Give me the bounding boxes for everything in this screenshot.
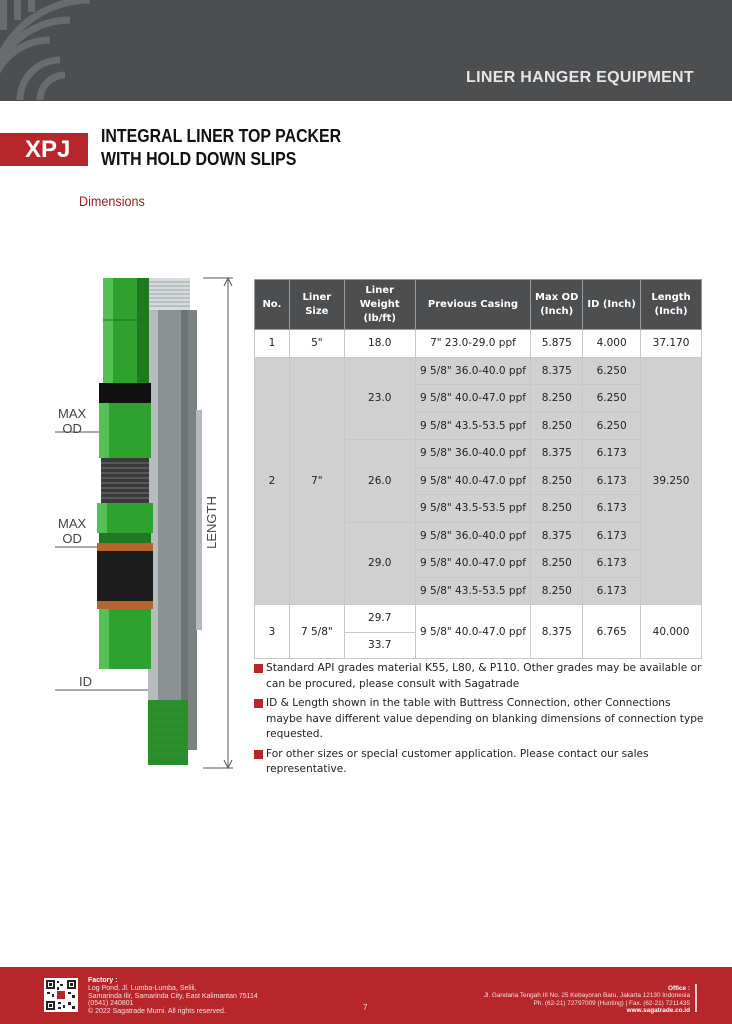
qr-code-icon <box>44 978 78 1012</box>
page-title <box>101 124 341 170</box>
cell-casing: 9 5/8" 40.0-47.0 ppf <box>415 385 531 413</box>
cell-id: 6.250 <box>583 385 641 413</box>
bullet-square-icon <box>254 750 263 759</box>
product-code-badge: XPJ <box>0 133 88 166</box>
cell-od: 8.375 <box>531 440 583 468</box>
id-label: ID <box>79 674 92 689</box>
cell-weight: 33.7 <box>344 632 415 659</box>
bullet-square-icon <box>254 699 263 708</box>
cell-casing: 9 5/8" 36.0-40.0 ppf <box>415 357 531 385</box>
factory-address <box>88 977 258 1016</box>
office-label: Office : <box>667 985 690 992</box>
cell-id: 6.250 <box>583 412 641 440</box>
header-length: Length (Inch) <box>641 280 702 330</box>
title-line-1: INTEGRAL LINER TOP PACKER <box>101 125 342 146</box>
note-text: ID & Length shown in the table with Buttress Connection, other Connections maybe have different value depending on blanking dimensions of connection type requested. <box>266 697 704 740</box>
cell-casing: 9 5/8" 40.0-47.0 ppf <box>415 605 531 659</box>
note-text: For other sizes or special customer application. Please contact our sales representative. <box>266 747 649 775</box>
cell-id: 6.173 <box>583 577 641 605</box>
cell-weight: 29.7 <box>344 605 415 633</box>
cell-weight: 26.0 <box>344 440 415 523</box>
factory-phone: (0541) 240801 <box>88 1000 134 1008</box>
cell-size: 7 5/8" <box>289 605 344 659</box>
liner-body <box>147 278 202 765</box>
factory-label: Factory : <box>88 977 118 984</box>
footer-divider <box>695 984 697 1012</box>
copyright: © 2022 Sagatrade Murni. All rights reserved. <box>88 1008 226 1016</box>
cell-od: 8.250 <box>531 550 583 578</box>
table-row <box>255 357 702 385</box>
max-od-label-top: MAX OD <box>58 406 87 436</box>
office-address <box>484 985 690 1015</box>
header-id: ID (Inch) <box>583 280 641 330</box>
cell-casing: 9 5/8" 43.5-53.5 ppf <box>415 412 531 440</box>
cell-od: 8.250 <box>531 495 583 523</box>
cell-id: 6.250 <box>583 357 641 385</box>
cell-od: 5.875 <box>531 330 583 358</box>
office-line-2: Ph. (62-21) 72797009 (Hunting) | Fax. (62-21) 7211435 <box>533 999 690 1007</box>
cell-weight: 23.0 <box>344 357 415 440</box>
cell-casing: 9 5/8" 40.0-47.0 ppf <box>415 467 531 495</box>
cell-length: 40.000 <box>641 605 702 659</box>
cell-size: 5" <box>289 330 344 358</box>
cell-no: 3 <box>255 605 290 659</box>
website-link[interactable]: www.sagatrade.co.id <box>626 1007 690 1015</box>
cell-casing: 9 5/8" 36.0-40.0 ppf <box>415 522 531 550</box>
cell-casing: 9 5/8" 43.5-53.5 ppf <box>415 577 531 605</box>
cell-id: 4.000 <box>583 330 641 358</box>
header-liner-weight: Liner Weight (lb/ft) <box>344 280 415 330</box>
note-item <box>254 696 706 743</box>
header-max-od: Max OD (Inch) <box>531 280 583 330</box>
notes-list <box>254 661 706 782</box>
note-item <box>254 661 706 692</box>
table-row <box>255 330 702 358</box>
cell-casing: 7" 23.0-29.0 ppf <box>415 330 531 358</box>
note-item <box>254 747 706 778</box>
cell-no: 2 <box>255 357 290 605</box>
cell-od: 8.250 <box>531 577 583 605</box>
cell-weight: 29.0 <box>344 522 415 605</box>
bullet-square-icon <box>254 664 263 673</box>
cell-od: 8.375 <box>531 605 583 659</box>
title-line-2: WITH HOLD DOWN SLIPS <box>101 148 297 169</box>
dimensions-subtitle: Dimensions <box>79 193 145 209</box>
cell-no: 1 <box>255 330 290 358</box>
cell-od: 8.250 <box>531 412 583 440</box>
cell-od: 8.375 <box>531 357 583 385</box>
cell-id: 6.173 <box>583 440 641 468</box>
office-line-1: Jl. Gandaria Tengah III No. 25 Kebayoran Baru, Jakarta 12130 Indonesia <box>483 992 690 1000</box>
cell-casing: 9 5/8" 36.0-40.0 ppf <box>415 440 531 468</box>
cell-od: 8.375 <box>531 522 583 550</box>
dimensions-table <box>254 279 702 659</box>
section-title: LINER HANGER EQUIPMENT <box>466 69 694 86</box>
page-header <box>0 0 732 101</box>
cell-id: 6.765 <box>583 605 641 659</box>
cell-length: 37.170 <box>641 330 702 358</box>
length-label: LENGTH <box>203 496 219 549</box>
header-no: No. <box>255 280 290 330</box>
note-text: Standard API grades material K55, L80, & P110. Other grades may be available or can be procured, please consult with Sagatrade <box>266 662 702 690</box>
factory-line-2: Samarinda Ilir, Samarinda City, East Kalimantan 75114 <box>88 992 258 1000</box>
cell-od: 8.250 <box>531 385 583 413</box>
cell-id: 6.173 <box>583 522 641 550</box>
cell-id: 6.173 <box>583 550 641 578</box>
cell-id: 6.173 <box>583 467 641 495</box>
factory-line-1: Log Pond, Jl. Lumba-Lumba, Selili, <box>88 984 197 992</box>
max-od-label-bottom: MAX OD <box>58 516 87 546</box>
table-row <box>255 605 702 633</box>
cell-size: 7" <box>289 357 344 605</box>
page-number: 7 <box>363 1003 368 1012</box>
cell-casing: 9 5/8" 40.0-47.0 ppf <box>415 550 531 578</box>
header-liner-size: Liner Size <box>289 280 344 330</box>
table-header-row <box>255 280 702 330</box>
cell-id: 6.173 <box>583 495 641 523</box>
cell-casing: 9 5/8" 43.5-53.5 ppf <box>415 495 531 523</box>
cell-od: 8.250 <box>531 467 583 495</box>
cell-weight: 18.0 <box>344 330 415 358</box>
header-previous-casing: Previous Casing <box>415 280 531 330</box>
cell-length: 39.250 <box>641 357 702 605</box>
company-logo-icon <box>0 0 110 101</box>
